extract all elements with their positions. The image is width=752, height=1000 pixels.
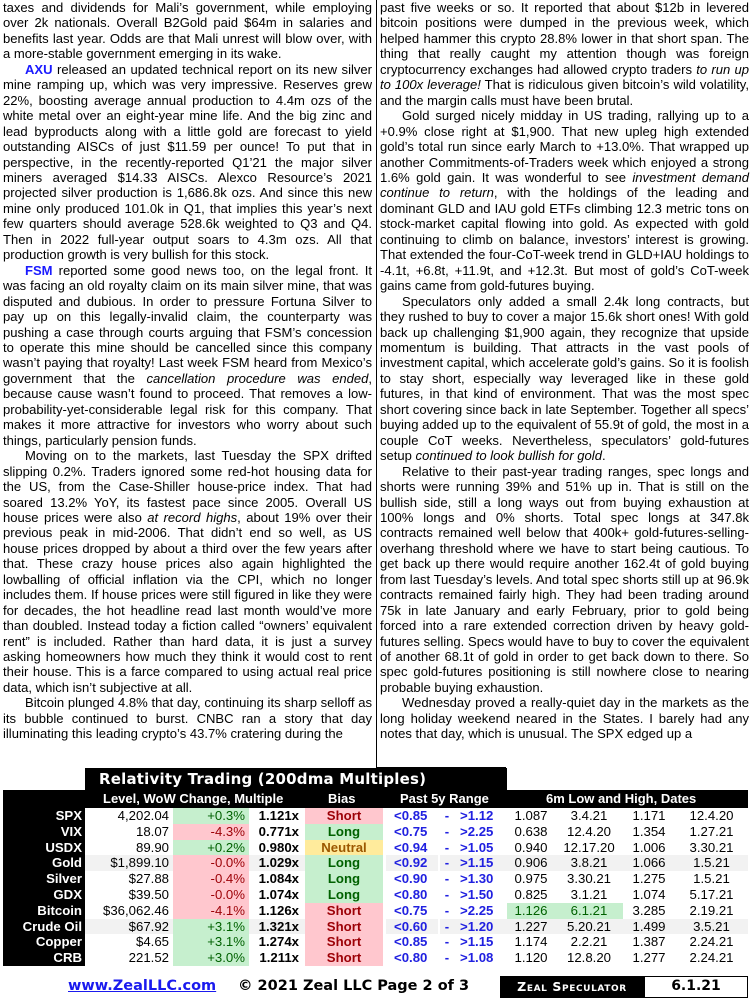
bias-badge: Neutral <box>305 840 383 856</box>
six-month-low: 0.906 <box>507 855 555 871</box>
paragraph <box>380 294 749 464</box>
range-dash: - <box>444 886 450 902</box>
range-low: <0.80 <box>394 950 428 966</box>
emphasis: at record highs <box>147 509 238 525</box>
range-low: <0.94 <box>394 839 428 855</box>
left-column <box>3 0 372 742</box>
wow-change: -0.0% <box>173 887 249 903</box>
six-month-low-date: 12.8.20 <box>567 950 611 966</box>
multiple-value: 0.771x <box>258 823 299 839</box>
six-month-low: 0.638 <box>514 823 548 839</box>
publication-name: Zeal Speculator <box>500 976 644 998</box>
copyright-page-number: © 2021 Zeal LLC Page 2 of 3 <box>238 978 470 994</box>
bias-badge: Short <box>305 934 383 950</box>
six-month-high-date: 3.5.21 <box>675 919 748 935</box>
level-value: $27.88 <box>128 871 169 887</box>
six-month-low: 1.126 <box>507 903 555 919</box>
six-month-high-date: 2.19.21 <box>689 902 734 918</box>
paragraph-text: Moving on to the markets, last Tuesday the SPX drifted slipping 0.2%. Traders ignored some red-hot housing data for the US, from the Case-Shiller house-price index. That had soared 13.2% YoY, its fastest pace since 2005. Overall US house prices were also <box>3 448 372 525</box>
wow-change: +3.1% <box>173 919 249 935</box>
paragraph: Bitcoin plunged 4.8% that day, continuing its sharp selloff as its bubble continued to burst. CNBC ran a story that day illuminating this leading crypto’s 43.7% cratering during the <box>3 695 372 742</box>
six-month-high: 1.277 <box>632 950 666 966</box>
row-label: CRB <box>3 950 85 966</box>
paragraph: taxes and dividends for Mali’s government, while employing over 2k nationals. Overall B2Gold paid $64m in salaries and benefits last year. Odds are that Mali unrest will blow over, with a more-stable government emerging in its wake. <box>3 0 372 62</box>
six-month-high-date: 3.30.21 <box>689 839 734 855</box>
level-value: 221.52 <box>128 950 169 966</box>
six-month-high-date: 1.27.21 <box>689 823 734 839</box>
table-row <box>3 808 748 824</box>
paragraph-text: Gold surged nicely midday in US trading, rallying up to a +0.9% close right at $1,900. That new upleg high extended gold’s total run since early March to +13.0%. That wrapped up another Commitments-of-Traders week which enjoyed a strong 1.6% gold gain. It was wonderful to see <box>380 108 749 185</box>
paragraph-text: reported some good news too, on the legal front. It was facing an old royalty claim on its main silver mine, that was disputed and dubious. In order to pressure Fortuna Silver to pay up on this legally-invalid claim, the counterparty was pushing a case through courts arguing that FSM’s concession to operate this mine should be cancelled since this company wasn’t paying that royalty! Last week FSM heard from Mexico’s government that the <box>3 262 372 386</box>
range-dash: - <box>444 808 450 823</box>
six-month-high: 1.499 <box>623 919 675 935</box>
ticker-fsm: FSM <box>25 262 53 278</box>
row-label: Gold <box>3 855 85 871</box>
row-label: USDX <box>3 840 85 856</box>
paragraph <box>380 108 749 293</box>
paragraph-text: , with the holdings of the leading and dominant GLD and IAU gold ETFs climbing 12.3 metric tons on stock-market capital flowing into gold. As expected with gold continuing to climb on balance, investors’ interest is growing. That extended the four-CoT-week trend in GLD+IAU holdings to -4.1t, +6.8t, +11.9t, and +12.3t. But most of gold’s CoT-week gains came from gold-futures buying. <box>380 185 749 294</box>
six-month-high: 1.006 <box>632 839 666 855</box>
multiple-value: 1.121x <box>258 808 299 823</box>
six-month-low-date: 3.30.21 <box>567 871 611 887</box>
paragraph-text: released an updated technical report on its new silver mine ramping up, which was very impressive. Reserves grew 22%, boosting average annual production to 4.4m ozs of the white metal over an eight-year mine life. And the big zinc and lead byproducts along with a little gold are forecast to yield outstanding AISCs of just $11.59 per ounce! To put that in perspective, in the recently-reported Q1’21 the major silver miners averaged $14.33 AISCs. Alexco Resource’s 2021 projected silver production is 1,686.8k ozs. And since this new mine only produced 101.0k in Q1, that implies this year’s next few quarters should average 528.6k weighted to Q3 and Q4. Then in 2022 full-year output soars to 4.3m ozs. All that production growth is very bullish for this stock. <box>3 61 372 263</box>
multiple-value: 1.084x <box>258 871 299 887</box>
paragraph-text: past five weeks or so. It reported that about $12b in levered bitcoin positions were dumped in the previous week, which helped hammer this crypto 28.8% lower in that short span. The thing that really caught my attention though was foreign cryptocurrency exchanges had allowed crypto traders <box>380 0 749 77</box>
six-month-high: 1.354 <box>632 823 666 839</box>
bias-badge: Long <box>305 887 383 903</box>
range-high: >1.08 <box>460 950 494 966</box>
range-dash: - <box>440 855 454 871</box>
table-row <box>3 934 748 950</box>
six-month-low: 1.120 <box>514 950 548 966</box>
six-month-high-date: 12.4.20 <box>689 808 734 823</box>
table-row <box>3 950 748 966</box>
six-month-low: 1.174 <box>514 934 548 950</box>
range-dash: - <box>444 839 450 855</box>
six-month-high: 1.275 <box>632 871 666 887</box>
level-value: $36,062.46 <box>102 902 169 918</box>
level-value: $4.65 <box>135 934 169 950</box>
six-month-low: 1.087 <box>514 808 548 823</box>
six-month-high-date: 5.17.21 <box>689 886 734 902</box>
range-low: <0.75 <box>394 902 428 918</box>
six-month-high-date: 2.24.21 <box>689 934 734 950</box>
six-month-low: 0.975 <box>514 871 548 887</box>
six-month-low-date: 12.17.20 <box>563 839 615 855</box>
level-value: $1,899.10 <box>85 855 173 871</box>
multiple-value: 1.074x <box>258 886 299 902</box>
range-high: >1.12 <box>460 808 494 823</box>
bias-badge: Long <box>305 855 383 871</box>
bias-badge: Short <box>305 950 383 966</box>
row-label: Copper <box>3 934 85 950</box>
paragraph-text: Speculators only added a small 2.4k long contracts, but they rushed to buy to cover a major 15.6k short ones! With gold back up challenging $1,900 again, they recognize that upside momentum is building. That attracts in the vast pools of investment capital, which accelerate gold’s gains. So it is foolish to stay short, especially way leveraged like in these gold futures, in that kind of environment. That was the most spec short covering since back in late September. Together all specs’ buying added up to the equivalent of 55.9t of gold, the most in a couple CoT weeks. Nevertheless, speculators’ gold-futures setup <box>380 293 749 464</box>
emphasis: investment demand continue to return <box>380 169 749 201</box>
right-column <box>380 0 749 742</box>
table-row <box>3 840 748 856</box>
six-month-low-date: 3.1.21 <box>570 886 608 902</box>
six-month-high: 1.066 <box>623 855 675 871</box>
range-high: >1.20 <box>454 919 507 935</box>
paragraph-text: . <box>601 448 606 464</box>
range-dash: - <box>444 871 450 887</box>
range-high: >1.15 <box>460 934 494 950</box>
header-6m-low-high: 6m Low and High, Dates <box>546 791 697 806</box>
wow-change: +0.3% <box>173 808 249 824</box>
wow-change: +3.1% <box>173 934 249 950</box>
paragraph <box>3 263 372 448</box>
header-level-change-multiple: Level, WoW Change, Multiple <box>103 791 284 806</box>
header-past-5y-range: Past 5y Range <box>400 791 489 806</box>
table-row <box>3 903 748 919</box>
level-value: 18.07 <box>135 823 169 839</box>
multiple-value: 1.126x <box>258 902 299 918</box>
bias-badge: Long <box>305 871 383 887</box>
range-low: <0.90 <box>394 871 428 887</box>
table-body <box>3 808 748 966</box>
emphasis: continued to look bullish for gold <box>415 448 602 464</box>
paragraph-text: , because cause wasn’t found to proceed. That removes a low-probability-yet-considerable legal risk for this company. That makes it more attractive for investors who worry about such things, particularly pension funds. <box>3 370 372 448</box>
paragraph <box>3 448 372 695</box>
six-month-high-date: 2.24.21 <box>689 950 734 966</box>
range-high: >1.05 <box>460 839 494 855</box>
row-label: Crude Oil <box>3 919 85 935</box>
six-month-low-date: 3.8.21 <box>555 855 623 871</box>
row-label: GDX <box>3 887 85 903</box>
table-row <box>3 871 748 887</box>
multiple-value: 1.321x <box>249 919 305 935</box>
level-value: 4,202.04 <box>117 808 169 823</box>
emphasis: to run up to 100x leverage! <box>380 61 749 93</box>
six-month-high-date: 1.5.21 <box>693 871 730 887</box>
paragraph: Wednesday proved a really-quiet day in the markets as the long holiday weekend neared in the States. I barely had any notes that day, which is unusual. The SPX edged up a <box>380 695 749 742</box>
table-row <box>3 919 748 935</box>
page-footer <box>0 976 752 998</box>
range-low: <0.85 <box>394 808 428 823</box>
six-month-high: 3.285 <box>632 902 666 918</box>
website-link[interactable]: www.ZealLLC.com <box>68 978 217 994</box>
row-label: SPX <box>3 808 85 824</box>
range-high: >1.15 <box>454 855 507 871</box>
range-dash: - <box>444 823 450 839</box>
paragraph-text: , about 19% over their previous peak in mid-2006. That didn’t end so well, as US house prices dropped by about a third over the few years after that. These crazy house prices also again highlighted the lowballing of official inflation via the CPI, which no longer includes them. If house prices were still figured in like they were for decades, the hot headline read last month would’ve more than doubled. Instead today a fiction called “owners’ equivalent rent” is included. Rather than hard data, it is just a survey asking homeowners how much they think it would cost to rent their house. This is a farce compared to using actual real price data, which isn’t subjective at all. <box>3 509 372 695</box>
bias-badge: Long <box>305 824 383 840</box>
ticker-axu: AXU <box>25 61 53 77</box>
row-label: Silver <box>3 871 85 887</box>
paragraph: Relative to their past-year trading ranges, spec longs and shorts were running 39% and 51% up in. That is still on the bullish side, still a long ways out from buying exhaustion at 100% longs and 0% shorts. Total spec longs at 347.8k contracts remained well below that 400k+ gold-futures-selling-overhang threshold where we have to start being cautious. To get back up there would require another 162.4t of gold buying from last Tuesday’s levels. And total spec shorts still up at 96.9k contracts remained fairly high. They had been trading around 75k in late January and early February, prior to gold being forced into a rare extended correction driven by heavy gold-futures selling. Specs would have to buy to cover the equivalent of another 68.1t of gold in order to get back down to there. So spec gold-futures positioning is still nowhere close to nearing probable buying exhaustion. <box>380 463 749 695</box>
wow-change: -4.3% <box>173 824 249 840</box>
range-low: <0.80 <box>394 886 428 902</box>
table-row <box>3 887 748 903</box>
range-low: <0.75 <box>394 823 428 839</box>
range-low: <0.92 <box>386 855 438 871</box>
multiple-value: 1.029x <box>249 855 305 871</box>
six-month-high-date: 1.5.21 <box>675 855 748 871</box>
level-value: $39.50 <box>128 886 169 902</box>
multiple-value: 0.980x <box>258 839 299 855</box>
multiple-value: 1.211x <box>259 950 299 966</box>
range-high: >2.25 <box>460 902 494 918</box>
bias-badge: Short <box>305 808 383 824</box>
six-month-low-date: 5.20.21 <box>555 919 623 935</box>
row-label: VIX <box>3 824 85 840</box>
wow-change: +3.0% <box>173 950 249 966</box>
row-label: Bitcoin <box>3 903 85 919</box>
level-value: 89.90 <box>135 839 169 855</box>
table-title: Relativity Trading (200dma Multiples) <box>85 768 507 790</box>
range-dash: - <box>444 950 450 966</box>
six-month-low-date: 6.1.21 <box>555 903 623 919</box>
table-row <box>3 824 748 840</box>
column-divider <box>376 0 377 767</box>
range-dash: - <box>444 934 450 950</box>
range-high: >1.50 <box>460 886 494 902</box>
six-month-high: 1.074 <box>632 886 666 902</box>
six-month-low: 0.940 <box>514 839 548 855</box>
range-dash: - <box>440 919 454 935</box>
paragraph-text: That is ridiculous given bitcoin’s wild volatility, and the margin calls must have been brutal. <box>380 77 749 108</box>
six-month-high: 1.387 <box>632 934 666 950</box>
level-value: $67.92 <box>85 919 173 935</box>
emphasis: cancellation procedure was ended <box>146 370 369 386</box>
six-month-low: 1.227 <box>507 919 555 935</box>
range-high: >1.30 <box>460 871 494 887</box>
range-high: >2.25 <box>460 823 494 839</box>
range-low: <0.85 <box>394 934 428 950</box>
six-month-low-date: 12.4.20 <box>567 823 611 839</box>
six-month-low-date: 3.4.21 <box>570 808 608 823</box>
multiple-value: 1.274x <box>258 934 299 950</box>
wow-change: -0.0% <box>173 855 249 871</box>
wow-change: -0.4% <box>173 871 249 887</box>
issue-date: 6.1.21 <box>644 976 748 998</box>
bias-badge: Short <box>305 919 383 935</box>
range-low: <0.60 <box>386 919 438 935</box>
paragraph <box>3 62 372 263</box>
six-month-high: 1.171 <box>632 808 666 823</box>
bias-badge: Short <box>305 903 383 919</box>
header-bias: Bias <box>328 791 356 806</box>
paragraph <box>380 0 749 108</box>
table-header-row <box>3 790 748 808</box>
wow-change: +0.2% <box>173 840 249 856</box>
six-month-low-date: 2.2.21 <box>570 934 608 950</box>
range-dash: - <box>444 902 450 918</box>
table-row <box>3 855 748 871</box>
wow-change: -4.1% <box>173 903 249 919</box>
six-month-low: 0.825 <box>514 886 548 902</box>
